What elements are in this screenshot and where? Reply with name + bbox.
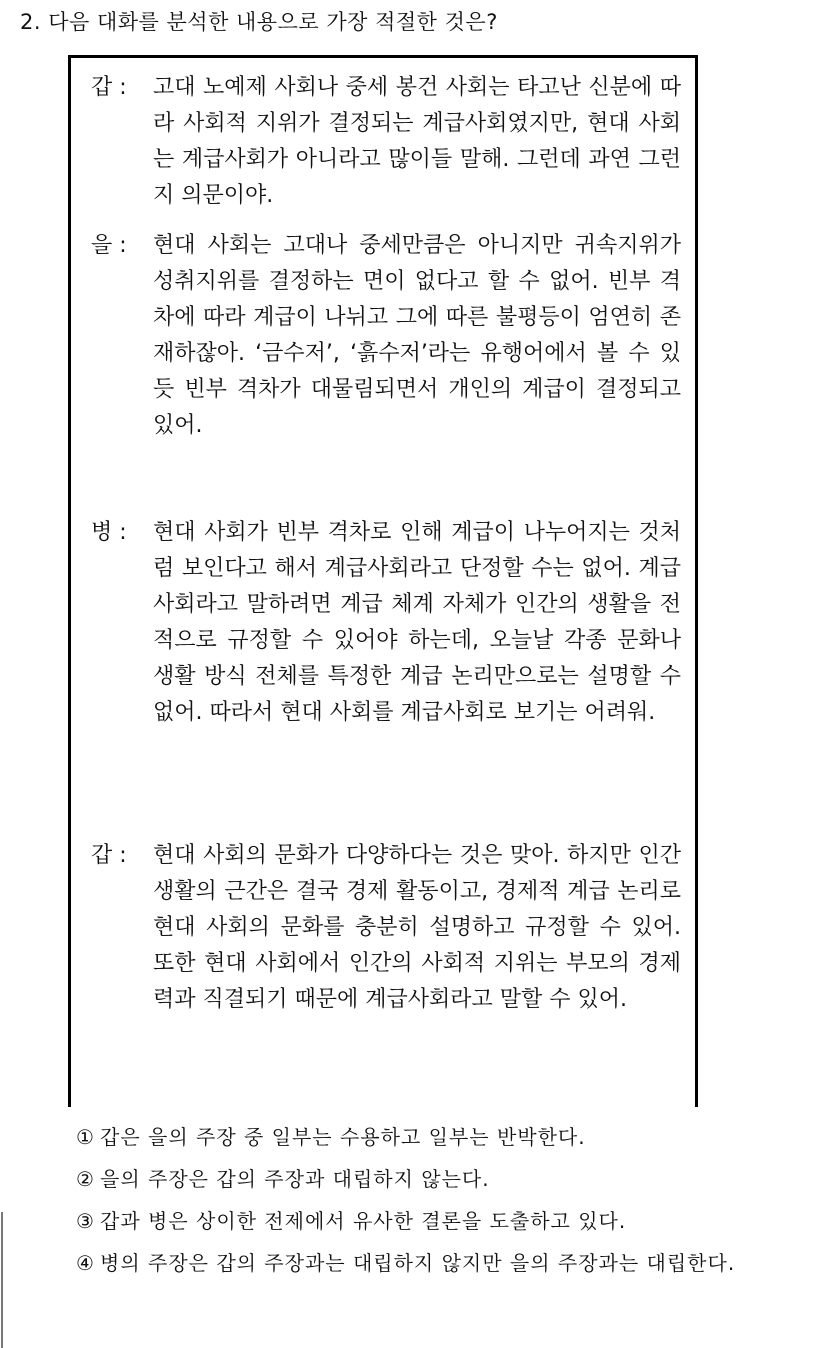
answer-choices bbox=[76, 1122, 766, 1290]
utterance-text: 현대 사회는 고대나 중세만큼은 아니지만 귀속지위가 성취지위를 결정하는 면이 없다고 할 수 없어. 빈부 격차에 따라 계급이 나뉘고 그에 따른 불평등이 엄연히 존재하잖아. ‘금수저’, ‘흙수저’라는 유행어에서 볼 수 있듯 빈부 격차가 대물림되면서 개인의 계급이 결정되고 있어. bbox=[153, 233, 681, 438]
speaker-label: 병 : bbox=[91, 520, 127, 545]
margin-rule bbox=[1, 1212, 3, 1348]
speaker-label: 을 : bbox=[91, 233, 127, 258]
dialogue-turn-gap-2 bbox=[91, 838, 681, 1018]
choice-text: 병의 주장은 갑의 주장과는 대립하지 않지만 을의 주장과는 대립한다. bbox=[100, 1251, 736, 1275]
choice-number: ② bbox=[76, 1167, 95, 1191]
dialogue-turn-gap-1 bbox=[91, 70, 681, 214]
speaker-label: 갑 : bbox=[91, 843, 127, 868]
utterance-text: 현대 사회의 문화가 다양하다는 것은 맞아. 하지만 인간 생활의 근간은 결국 경제 활동이고, 경제적 계급 논리로 현대 사회의 문화를 충분히 설명하고 규정할 수 있어. 또한 현대 사회에서 인간의 사회적 지위는 부모의 경제력과 직결되기 때문에 계급사회라고 말할 수 있어. bbox=[153, 843, 681, 1012]
choice-1[interactable] bbox=[76, 1122, 766, 1152]
dialogue-turn-byeong bbox=[91, 515, 681, 731]
choice-text: 갑은 을의 주장 중 일부는 수용하고 일부는 반박한다. bbox=[100, 1125, 586, 1149]
choice-number: ③ bbox=[76, 1209, 95, 1233]
utterance-text: 현대 사회가 빈부 격차로 인해 계급이 나누어지는 것처럼 보인다고 해서 계급사회라고 단정할 수는 없어. 계급사회라고 말하려면 계급 체계 자체가 인간의 생활을 전적으로 규정할 수 있어야 하는데, 오늘날 각종 문화나 생활 방식 전체를 특정한 계급 논리만으로는 설명할 수 없어. 따라서 현대 사회를 계급사회로 보기는 어려워. bbox=[153, 520, 681, 725]
choice-text: 을의 주장은 갑의 주장과 대립하지 않는다. bbox=[100, 1167, 490, 1191]
dialogue-turn-eul bbox=[91, 228, 681, 444]
dialogue-box bbox=[68, 55, 698, 1107]
choice-number: ① bbox=[76, 1125, 95, 1149]
speaker-label: 갑 : bbox=[91, 75, 127, 100]
choice-2[interactable] bbox=[76, 1164, 766, 1194]
choice-3[interactable] bbox=[76, 1206, 766, 1236]
utterance-text: 고대 노예제 사회나 중세 봉건 사회는 타고난 신분에 따라 사회적 지위가 결정되는 계급사회였지만, 현대 사회는 계급사회가 아니라고 많이들 말해. 그런데 과연 그런지 의문이야. bbox=[153, 75, 681, 208]
choice-text: 갑과 병은 상이한 전제에서 유사한 결론을 도출하고 있다. bbox=[100, 1209, 627, 1233]
choice-number: ④ bbox=[76, 1251, 95, 1275]
choice-4[interactable] bbox=[76, 1248, 766, 1278]
question-stem: 2. 다음 대화를 분석한 내용으로 가장 적절한 것은? bbox=[20, 10, 498, 34]
